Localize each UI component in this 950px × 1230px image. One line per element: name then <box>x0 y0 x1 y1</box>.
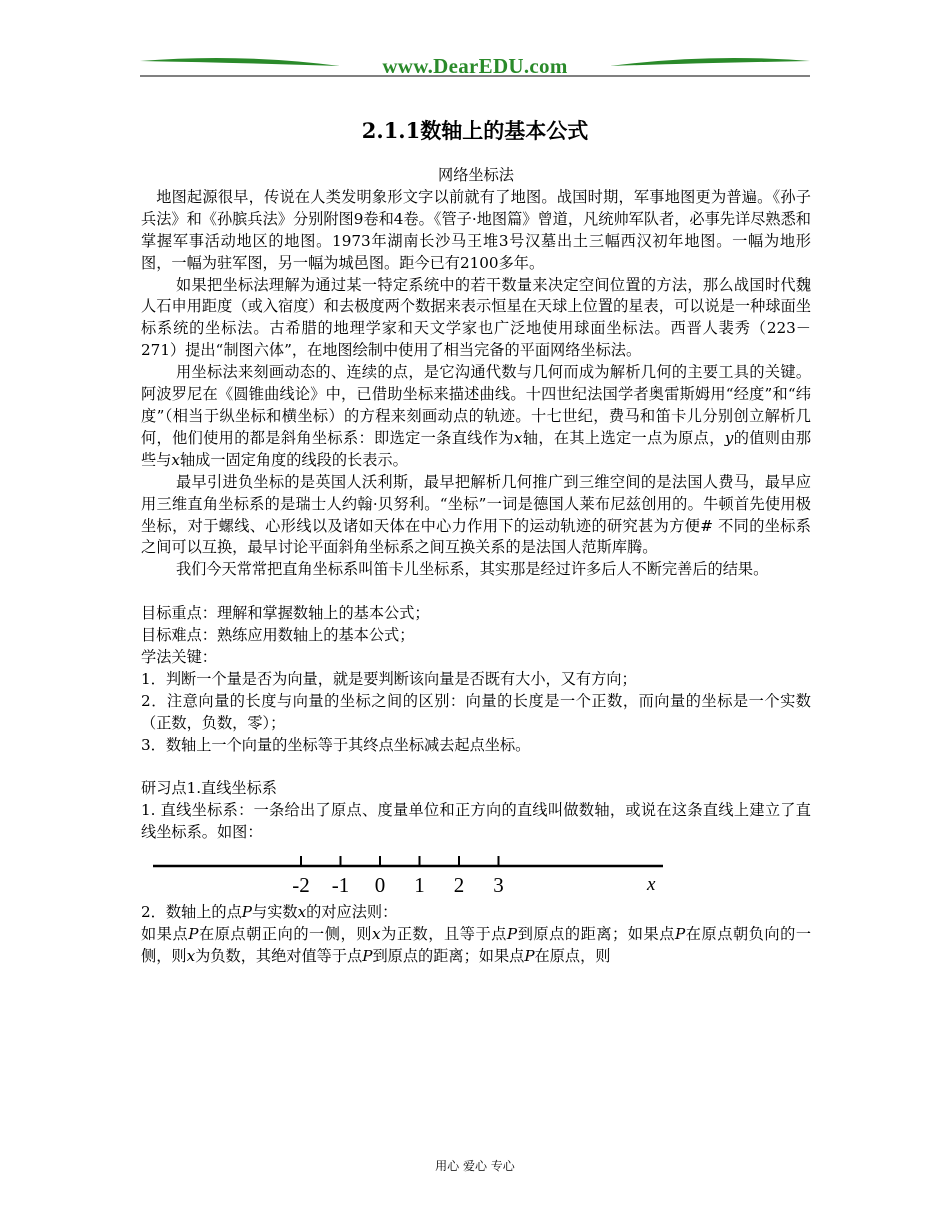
spacer <box>141 581 811 603</box>
para3-text-3: 的值则由那些与 <box>141 428 812 469</box>
para3-text-1: 用坐标法来刻画动态的、连续的点，是它沟通代数与几何而成为解析几何的主要工具的关键。阿波罗尼在《圆锥曲线论》中，已借助坐标来描述曲线。十四世纪法国学者奥雷斯姆用“经度”和“纬度”（相当于纵坐标和横坐标）的方程来刻画动点的轨迹。十七世纪，费马和笛卡儿分别创立解析几何，他们使用的都是斜角坐标系：即选定一条直线作为 <box>141 363 811 447</box>
paragraph-4: 最早引进负坐标的是英国人沃利斯，最早把解析几何推广到三维空间的是法国人费马，最早应用三维直角坐标系的是瑞士人约翰·贝努利。“坐标”一词是德国人莱布尼兹创用的。牛顿首先使用极坐标，对于螺线、心形线以及诸如天体在中心力作用下的运动轨迹的研究甚为方便# 不同的坐标系之间可以互换，最早讨论平面斜角坐标系之间互换关系的是法国人范斯库腾。 <box>141 472 811 557</box>
study-heading: 研习点1.直线坐标系 <box>141 779 277 798</box>
var-P: P <box>188 924 199 943</box>
var-x: x <box>297 903 307 922</box>
para3-text-4: 轴成一固定角度的线段的长表示。 <box>179 450 408 469</box>
p3-text: 在原点朝负向的一侧，则 <box>141 924 812 965</box>
var-x: x <box>513 428 523 447</box>
section-subtitle: 网络坐标法 <box>438 166 514 184</box>
p3-text: 在原点，则 <box>534 946 611 965</box>
var-P: P <box>524 946 535 965</box>
site-header <box>140 50 810 80</box>
p2-text-c: 的对应法则： <box>306 903 398 922</box>
var-x: x <box>186 946 196 965</box>
p3-text: 在原点朝正向的一侧，则 <box>198 924 372 943</box>
p2-text-b: 与实数 <box>252 903 298 922</box>
axis-tick-label: -1 <box>331 873 350 898</box>
correspondence-heading <box>141 902 811 924</box>
correspondence-rule <box>141 924 811 968</box>
var-P: P <box>241 903 253 922</box>
p3-text: 到原点的距离；如果点 <box>517 924 675 943</box>
page-title: 2.1.1数轴上的基本公式 <box>361 118 589 143</box>
axis-label: x <box>647 874 656 896</box>
p3-text: 为正数，且等于点 <box>380 924 507 943</box>
number-line <box>141 850 811 902</box>
axis-tick-label: 0 <box>374 873 386 898</box>
axis-definition: 1. 直线坐标系：一条给出了原点、度量单位和正方向的直线叫做数轴，或说在这条直线上建立了直线坐标系。如图： <box>141 801 811 842</box>
var-x: x <box>171 450 180 469</box>
paragraph-5: 我们今天常常把直角坐标系叫笛卡儿坐标系，其实那是经过许多后人不断完善后的结果。 <box>175 560 769 579</box>
p2-text-a: 2．数轴上的点 <box>141 903 242 922</box>
method-key-label: 学法关键： <box>141 647 217 666</box>
axis-tick-label: -2 <box>292 873 310 898</box>
axis-tick-label: 3 <box>493 873 504 898</box>
axis-tick-label: 2 <box>453 873 465 898</box>
var-x: x <box>371 924 381 943</box>
var-P: P <box>674 924 686 943</box>
method-item-2: 2．注意向量的长度与向量的坐标之间的区别：向量的长度是一个正数，而向量的坐标是一个实数（正数，负数，零）； <box>141 691 811 732</box>
p3-text: 为负数，其绝对值等于点 <box>195 946 363 965</box>
para3-text-2: 轴，在其上选定一点为原点， <box>522 428 725 447</box>
page-footer: 用心 爱心 专心 <box>435 1159 515 1173</box>
paragraph-3 <box>141 362 811 472</box>
var-P: P <box>362 946 373 965</box>
method-item-1: 1．判断一个量是否为向量，就是要判断该向量是否既有大小，又有方向； <box>141 669 637 688</box>
method-item-3: 3．数轴上一个向量的坐标等于其终点坐标减去起点坐标。 <box>141 735 531 754</box>
spacer <box>141 756 811 778</box>
p3-text: 到原点的距离；如果点 <box>372 946 525 965</box>
var-P: P <box>506 924 518 943</box>
goal-difficulty: 目标难点：熟练应用数轴上的基本公式； <box>141 626 415 645</box>
document-body <box>141 165 811 968</box>
site-name[interactable]: www.DearEDU.com <box>382 54 568 78</box>
paragraph-2: 如果把坐标法理解为通过某一特定系统中的若干数量来决定空间位置的方法，那么战国时代魏人石申用距度（或入宿度）和去极度两个数据来表示恒星在天球上位置的星表，可以说是一种球面坐标系统的坐标法。古希腊的地理学家和天文学家也广泛地使用球面坐标法。西晋人裴秀（223－271）提出“制图六体”，在地图绘制中使用了相当完备的平面网络坐标法。 <box>141 275 811 360</box>
p3-text: 如果点 <box>141 924 189 943</box>
number-line-figure <box>141 850 811 902</box>
var-y: y <box>724 428 734 447</box>
axis-tick-label: 1 <box>414 873 425 898</box>
paragraph-1: 地图起源很早，传说在人类发明象形文字以前就有了地图。战国时期，军事地图更为普遍。《孙子兵法》和《孙膑兵法》分别附图9卷和4卷。《管子·地图篇》曾道，凡统帅军队者，必事先详尽熟悉和掌握军事活动地区的地图。1973年湖南长沙马王堆3号汉墓出土三幅西汉初年地图。一幅为地形图，一幅为驻军图，另一幅为城邑图。距今已有2100多年。 <box>141 187 811 272</box>
goal-focus: 目标重点：理解和掌握数轴上的基本公式； <box>141 604 430 623</box>
